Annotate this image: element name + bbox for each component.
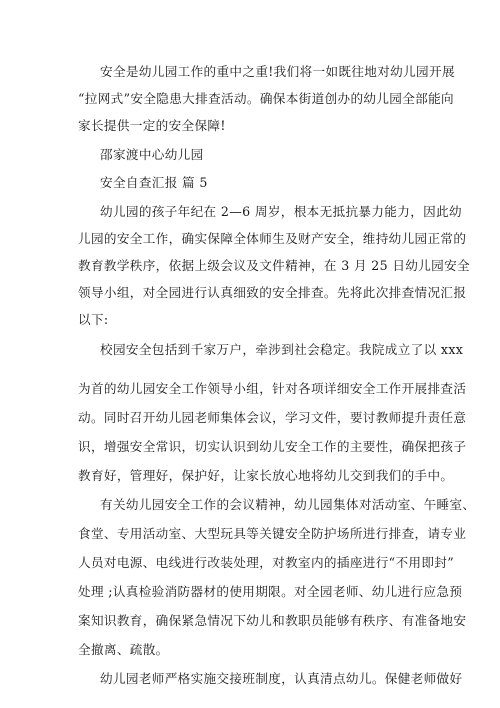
paragraph-line: 案知识教育，确保紧急情况下幼儿和教职员能够有秩序、有准备地安 bbox=[78, 613, 467, 628]
paragraph-line: 幼儿园老师严格实施交接班制度，认真清点幼儿。保健老师做好 bbox=[100, 671, 463, 686]
paragraph-line: 幼儿园的孩子年纪在 2—6 周岁，根本无抵抗暴力能力，因此幼 bbox=[100, 204, 462, 219]
paragraph-line: 领导小组，对全园进行认真细致的安全排查。先将此次排查情况汇报 bbox=[78, 285, 467, 300]
paragraph-line: 教育教学秩序，依据上级会议及文件精神，在 3 月 25 日幼儿园安全 bbox=[78, 258, 470, 273]
paragraph-line: 家长提供一定的安全保障! bbox=[78, 118, 226, 133]
paragraph-line: 以下: bbox=[78, 312, 109, 327]
school-name: 邵家渡中心幼儿园 bbox=[100, 147, 204, 162]
paragraph-line: 识，增强安全常识，切实认识到幼儿安全工作的主要性，确保把孩子 bbox=[78, 439, 467, 454]
paragraph-line: 食堂、专用活动室、大型玩具等关键安全防护场所进行排查，请专业 bbox=[78, 526, 467, 541]
paragraph-line: 儿园的安全工作，确实保障全体师生及财产安全，维持幼儿园正常的 bbox=[78, 231, 467, 246]
paragraph-line: 全撤离、疏散。 bbox=[78, 642, 169, 657]
paragraph-line: 动。同时召开幼儿园老师集体会议，学习文件，要讨教师提升责任意 bbox=[78, 410, 467, 425]
paragraph-line: 有关幼儿园安全工作的会议精神，幼儿园集体对活动室、午睡室、 bbox=[100, 497, 476, 512]
paragraph-line: “拉网式”安全隐患大排查活动。确保本街道创办的幼儿园全部能向 bbox=[78, 91, 455, 106]
paragraph-line: 处理 ;认真检验消防器材的使用期限。对全园老师、幼儿进行应急预 bbox=[78, 584, 463, 599]
paragraph-line: 为首的幼儿园安全工作领导小组，针对各项详细安全工作开展排查活 bbox=[78, 381, 467, 396]
paragraph-line: 安全是幼儿园工作的重中之重!我们将一如既往地对幼儿园开展 bbox=[100, 64, 455, 79]
paragraph-line: 人员对电源、电线进行改装处理，对教室内的插座进行“不用即封” bbox=[78, 555, 455, 570]
section-title: 安全自查汇报 篇 5 bbox=[100, 175, 208, 190]
paragraph-line: 教育好，管理好，保护好，让家长放心地将幼儿交到我们的手中。 bbox=[78, 468, 454, 483]
paragraph-line: 校园安全包括到千家万户，牵涉到社会稳定。我院成立了以 xxx bbox=[100, 342, 464, 357]
